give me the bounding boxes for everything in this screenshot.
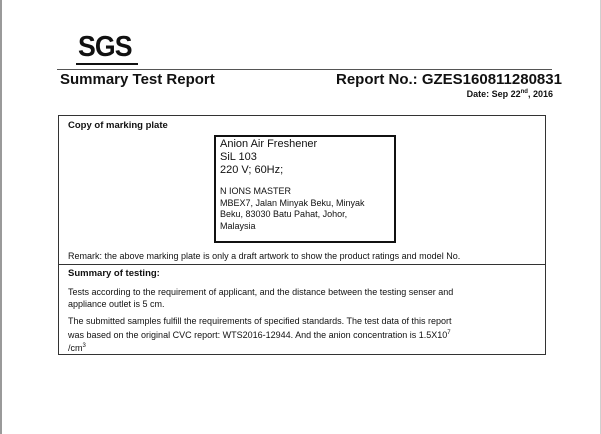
plate-address-2: Beku, 83030 Batu Pahat, Johor, xyxy=(220,209,348,219)
plate-rating: 220 V; 60Hz; xyxy=(220,164,284,176)
plate-product-name: Anion Air Freshener xyxy=(220,138,318,150)
summary-paragraph-2 xyxy=(68,316,538,355)
para1-line2: appliance outlet is 5 cm. xyxy=(68,298,165,309)
report-date xyxy=(467,89,553,99)
para2-line2: was based on the original CVC report: WTS2016-12944. And the anion concentration is 1.5X10 xyxy=(68,329,448,340)
plate-address-3: Malaysia xyxy=(220,220,256,231)
para2-exponent: 7 xyxy=(447,329,451,336)
summary-paragraph-1 xyxy=(68,287,538,310)
report-number: Report No.: GZES160811280831 xyxy=(336,71,562,88)
plate-company: N IONS MASTER xyxy=(220,186,292,196)
date-year: , 2016 xyxy=(527,89,553,99)
summary-heading: Summary of testing: xyxy=(68,268,160,279)
date-suffix-sup: nd xyxy=(520,89,528,95)
content-box xyxy=(58,115,546,355)
report-title: Summary Test Report xyxy=(60,71,215,88)
marking-plate-heading: Copy of marking plate xyxy=(68,120,168,131)
logo-underline xyxy=(76,63,138,65)
page-edge-left xyxy=(0,0,2,434)
section-divider xyxy=(59,264,545,265)
sgs-logo: SGS xyxy=(78,31,132,63)
para2-unit-exponent: 3 xyxy=(82,343,86,349)
para2-line3: /cm xyxy=(68,343,83,353)
plate-model: SiL 103 xyxy=(220,151,257,163)
date-prefix: Date: Sep 22 xyxy=(466,89,521,99)
para1-line1: Tests according to the requirement of applicant, and the distance between the testing senser and xyxy=(68,287,454,297)
header-rule xyxy=(57,69,552,70)
plate-address-1: MBEX7, Jalan Minyak Beku, Minyak xyxy=(220,197,365,208)
para2-line1: The submitted samples fulfill the requirements of specified standards. The test data of this report xyxy=(68,316,452,326)
marking-plate xyxy=(214,135,396,243)
marking-remark: Remark: the above marking plate is only a draft artwork to show the product ratings and model No. xyxy=(68,251,461,261)
